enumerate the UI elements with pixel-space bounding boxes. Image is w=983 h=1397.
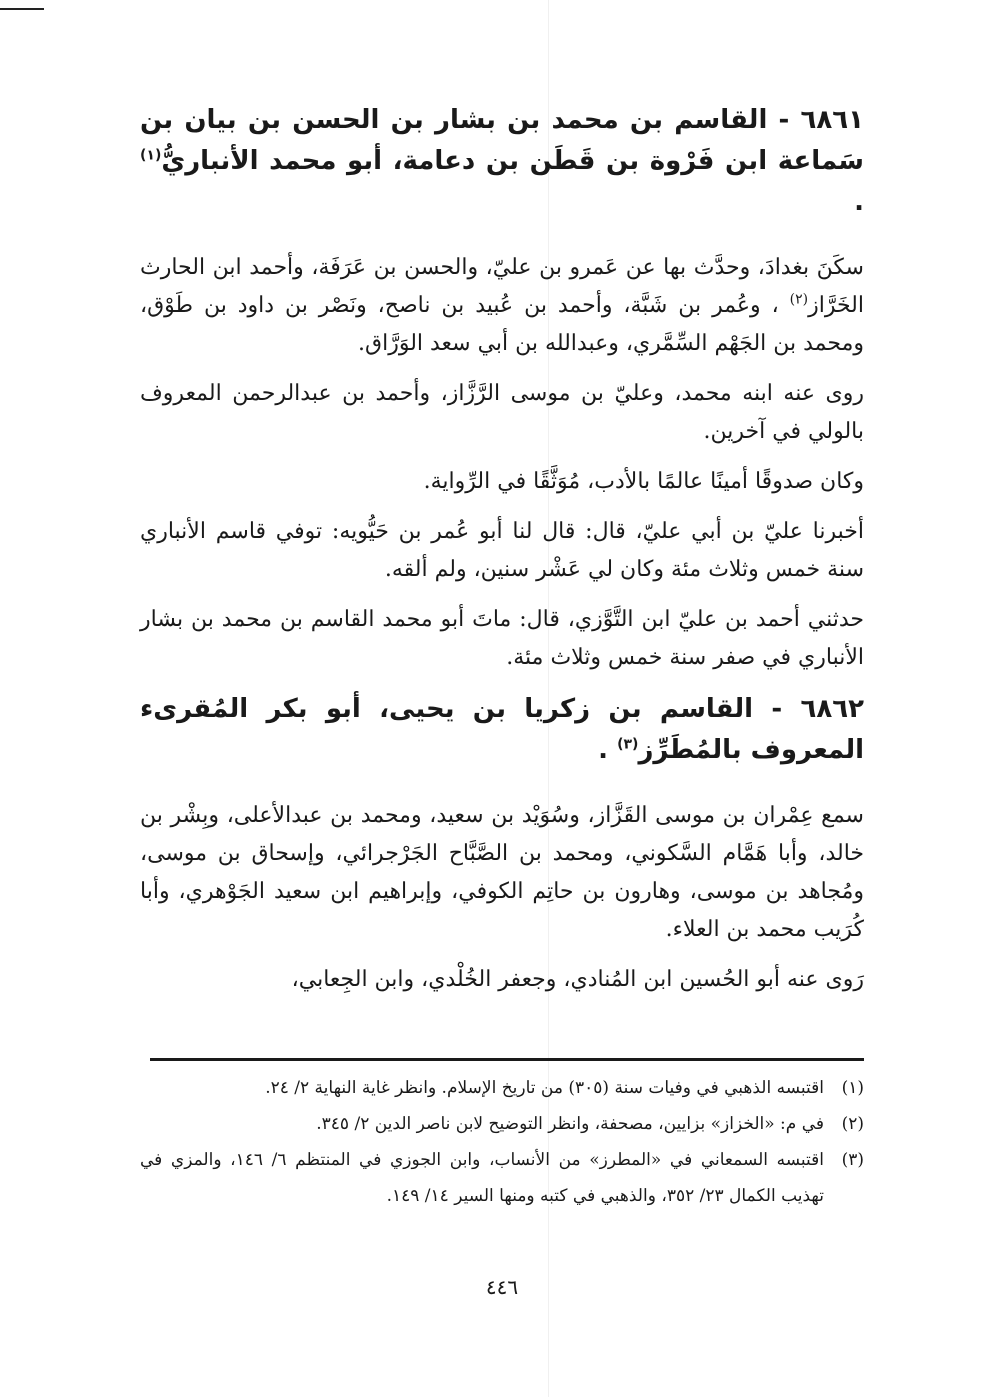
paragraph-teachers <box>140 249 864 363</box>
footnote-3 <box>140 1142 864 1214</box>
footnote-text: في م: «الخزاز» بزايين، مصحفة، وانظر التوضيح لابن ناصر الدين ٢/ ٣٤٥. <box>316 1114 824 1134</box>
footnotes <box>140 1070 864 1214</box>
spacer <box>140 363 864 375</box>
footnote-number: (٢) <box>841 1114 864 1134</box>
paragraph-text: سكَنَ بغدادَ، وحدَّث بها عن عَمرو بن عليّ، والحسن بن عَرَفَة، وأحمد ابن الحارث الخَرَّاز <box>140 255 864 318</box>
entry-heading-6862 <box>140 689 864 771</box>
book-page <box>140 100 864 1340</box>
footnote-1 <box>140 1070 864 1106</box>
heading-end-mark: . <box>598 735 618 765</box>
spacer <box>140 949 864 961</box>
spacer <box>140 223 864 249</box>
spacer <box>140 771 864 797</box>
footnote-2 <box>140 1106 864 1142</box>
paragraph-death-report-2: حدثني أحمد بن عليّ ابن التَّوَّزي، قال: ماتَ أبو محمد القاسم بن محمد بن بشار الأنباري في صفر سنة خمس وثلاث مئة. <box>140 607 864 670</box>
paragraph-reliability: وكان صدوقًا أمينًا عالمًا بالأدب، مُوَثَّقًا في الرِّواية. <box>423 469 864 494</box>
entry-heading-text: ٦٨٦١ - القاسم بن محمد بن بشار بن الحسن بن بيان بن سَماعة ابن فَرْوة بن قَطَن بن دعامة، أبو محمد الأنباريُّ <box>140 105 864 176</box>
footnote-number: (١) <box>841 1078 864 1098</box>
spacer <box>140 677 864 689</box>
spacer <box>140 451 864 463</box>
entry-heading-6861 <box>140 100 864 223</box>
paragraph-text: ، وعُمر بن شَبَّة، وأحمد بن عُبيد بن ناصح، ونَصْر بن داود بن طَوْق، ومحمد بن الجَهْم السِّمَّري، وعبدالله بن أبي سعد الوَرَّاق. <box>140 293 864 356</box>
spacer <box>140 589 864 601</box>
paragraph-death-report-1: أخبرنا عليّ بن أبي عليّ، قال: قال لنا أبو عُمر بن حَيُّويه: توفي قاسم الأنباري سنة خمس وثلاث مئة وكان لي عَشْر سنين، ولم ألقه. <box>140 519 864 582</box>
spacer <box>140 501 864 513</box>
scan-edge-mark <box>0 8 44 10</box>
footnote-text: اقتبسه الذهبي في وفيات سنة (٣٠٥) من تاريخ الإسلام. وانظر غاية النهاية ٢/ ٢٤. <box>265 1078 824 1098</box>
paragraph-students-6862: رَوى عنه أبو الحُسين ابن المُنادي، وجعفر الخُلْدي، وابن الجِعابي، <box>291 967 864 992</box>
footnote-divider <box>150 1058 864 1061</box>
heading-end-mark: . <box>854 187 864 217</box>
footnote-number: (٣) <box>841 1150 864 1170</box>
entry-heading-text: ٦٨٦٢ - القاسم بن زكريا بن يحيى، أبو بكر المُقرىء المعروف بالمُطَرِّز <box>140 694 864 765</box>
footnote-ref-3: (٣) <box>617 736 639 753</box>
footnote-ref-2: (٢) <box>789 291 809 308</box>
paragraph-teachers-6862: سمع عِمْران بن موسى القَزَّاز، وسُوَيْد بن سعيد، ومحمد بن عبدالأعلى، وبِشْر بن خالد، وأبا هَمَّام السَّكوني، ومحمد بن الصَّبَّاح الجَرْجرائي، وإسحاق بن موسى، ومُجاهد بن موسى، وهارون بن حاتِم الكوفي، وإبراهيم ابن سعيد الجَوْهري، وأبا كُرَيب محمد بن العلاء. <box>140 803 864 942</box>
page-number: ٤٤٦ <box>485 1275 519 1299</box>
footnote-text: اقتبسه السمعاني في «المطرز» من الأنساب، وابن الجوزي في المنتظم ٦/ ١٤٦، والمزي في تهذيب الكمال ٢٣/ ٣٥٢، والذهبي في كتبه ومنها السير ١٤/ ١٤٩. <box>140 1150 825 1206</box>
footnote-ref-1: (١) <box>140 147 162 164</box>
paragraph-students: روى عنه ابنه محمد، وعليّ بن موسى الرَّزَّاز، وأحمد بن عبدالرحمن المعروف بالولي في آخرين. <box>140 381 864 444</box>
